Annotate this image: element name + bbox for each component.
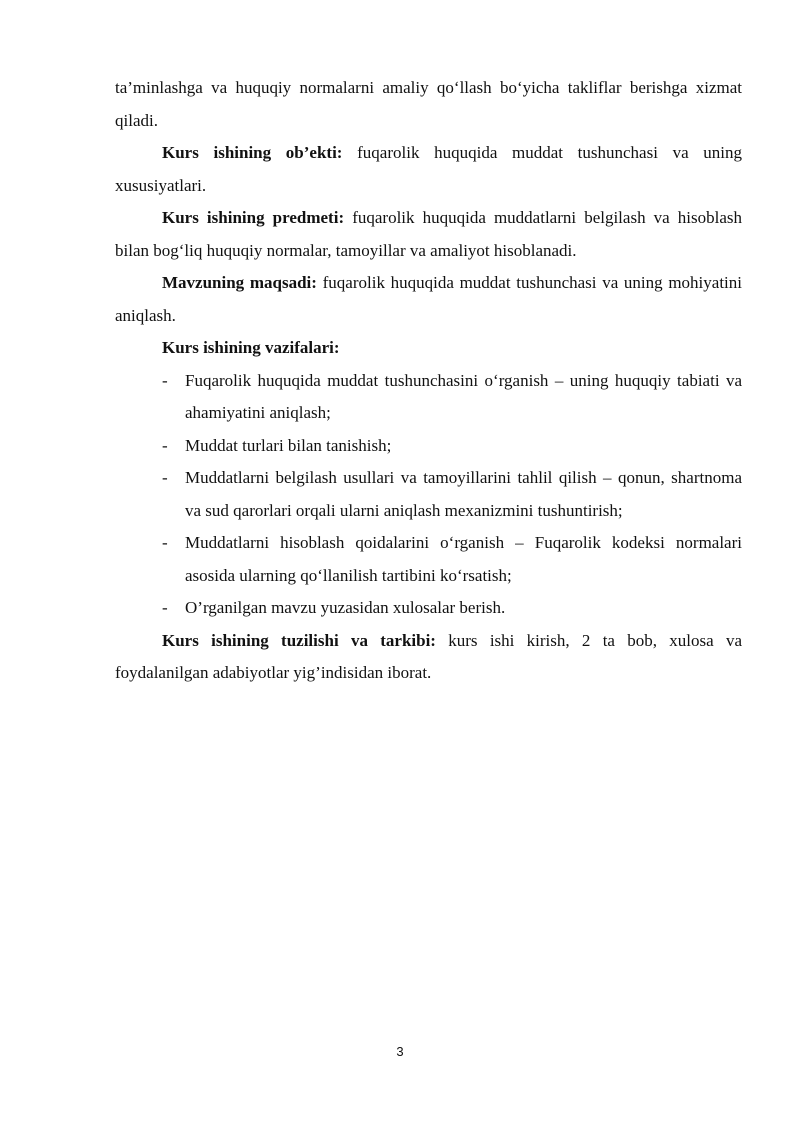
subject-paragraph [115,202,742,267]
list-bullet: - [162,435,168,455]
object-paragraph [115,137,742,202]
goal-paragraph [115,267,742,332]
list-item [115,365,742,430]
subject-text: fuqarolik huquqida muddatlarni belgilash va hisoblash bilan bog‘liq huquqiy normalar, tamoyillar va amaliyot hisoblanadi. [115,208,743,260]
tasks-heading: Kurs ishining vazifalari: [162,338,340,357]
subject-label: Kurs ishining predmeti: [162,208,345,227]
object-text: fuqarolik huquqida muddat tushunchasi va uning xususiyatlari. [115,143,742,195]
list-item-text: Fuqarolik huquqida muddat tushunchasini o‘rganish – uning huquqiy tabiati va ahamiyatini aniqlash; [185,370,742,422]
page-number: 3 [396,1044,404,1059]
intro-paragraph: ta’minlashga va huquqiy normalarni amaliy qo‘llash bo‘yicha takliflar berishga xizmat qiladi. [115,78,742,130]
list-item [115,430,742,463]
structure-paragraph [115,625,742,690]
tasks-list [115,365,742,625]
list-item [115,527,742,592]
list-item [115,592,742,625]
list-bullet: - [162,468,168,487]
document-body [115,72,742,690]
structure-text: kurs ishi kirish, 2 ta bob, xulosa va foydalanilgan adabiyotlar yig’indisidan iborat. [115,630,743,682]
goal-label: Mavzuning maqsadi: [162,273,317,292]
structure-label: Kurs ishining tuzilishi va tarkibi: [162,630,436,650]
list-item-text: Muddatlarni belgilash usullari va tamoyillarini tahlil qilish – qonun, shartnoma va sud qarorlari orqali ularni aniqlash mexanizmini tushuntirish; [185,468,742,520]
goal-text: fuqarolik huquqida muddat tushunchasi va uning mohiyatini aniqlash. [115,273,742,325]
list-item-text: Muddatlarni hisoblash qoidalarini o‘rganish – Fuqarolik kodeksi normalari asosida ularning qo‘llanilish tartibini ko‘rsatish; [185,533,742,585]
list-item-text: Muddat turlari bilan tanishish; [185,435,392,455]
list-bullet: - [162,598,168,617]
list-bullet: - [162,370,168,390]
list-bullet: - [162,533,168,552]
list-item-text: O’rganilgan mavzu yuzasidan xulosalar berish. [185,598,506,617]
list-item [115,462,742,527]
object-label: Kurs ishining ob’ekti: [162,143,343,162]
